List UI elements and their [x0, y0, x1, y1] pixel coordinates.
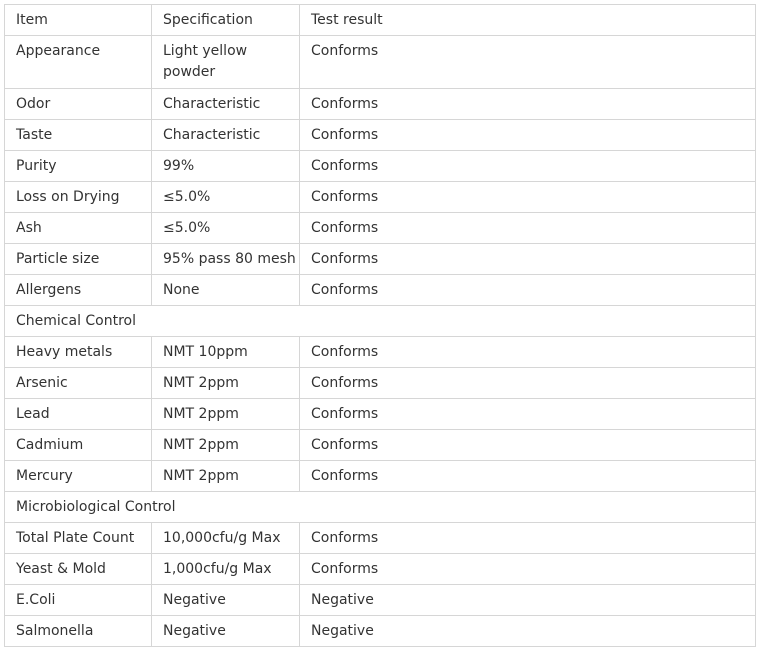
cell-result: Conforms — [300, 182, 756, 213]
table-row — [5, 616, 756, 647]
table-row — [5, 430, 756, 461]
cell-spec: 95% pass 80 mesh — [152, 244, 300, 275]
table-row — [5, 244, 756, 275]
cell-spec: NMT 10ppm — [152, 337, 300, 368]
table-row — [5, 275, 756, 306]
cell-spec: 1,000cfu/g Max — [152, 554, 300, 585]
section-row-chemical-control — [5, 306, 756, 337]
cell-result: Conforms — [300, 399, 756, 430]
cell-spec: Characteristic — [152, 120, 300, 151]
section-heading: Microbiological Control — [5, 492, 756, 523]
cell-result: Conforms — [300, 89, 756, 120]
header-test-result: Test result — [300, 5, 756, 36]
cell-spec: Negative — [152, 585, 300, 616]
cell-spec: Negative — [152, 616, 300, 647]
cell-spec: Light yellow powder — [152, 36, 300, 89]
cell-spec: NMT 2ppm — [152, 368, 300, 399]
cell-spec: NMT 2ppm — [152, 399, 300, 430]
cell-result: Conforms — [300, 337, 756, 368]
table-row — [5, 554, 756, 585]
table-row — [5, 399, 756, 430]
table-row — [5, 120, 756, 151]
cell-item: Yeast & Mold — [5, 554, 152, 585]
table-row — [5, 585, 756, 616]
table-row — [5, 89, 756, 120]
table-row — [5, 523, 756, 554]
table-row — [5, 182, 756, 213]
cell-result: Conforms — [300, 213, 756, 244]
cell-item: Taste — [5, 120, 152, 151]
cell-spec: 99% — [152, 151, 300, 182]
section-row-microbiological-control — [5, 492, 756, 523]
table-row — [5, 461, 756, 492]
header-specification: Specification — [152, 5, 300, 36]
cell-item: Appearance — [5, 36, 152, 89]
cell-item: Particle size — [5, 244, 152, 275]
cell-result: Conforms — [300, 430, 756, 461]
table-row — [5, 213, 756, 244]
cell-result: Conforms — [300, 151, 756, 182]
cell-item: Loss on Drying — [5, 182, 152, 213]
table-row — [5, 36, 756, 89]
cell-result: Conforms — [300, 36, 756, 89]
cell-item: Purity — [5, 151, 152, 182]
table-header-row — [5, 5, 756, 36]
cell-spec: ≤5.0% — [152, 213, 300, 244]
specification-table — [4, 4, 756, 647]
cell-spec: NMT 2ppm — [152, 461, 300, 492]
cell-item: Allergens — [5, 275, 152, 306]
cell-item: Heavy metals — [5, 337, 152, 368]
cell-spec: None — [152, 275, 300, 306]
table-row — [5, 151, 756, 182]
cell-spec: ≤5.0% — [152, 182, 300, 213]
cell-item: Lead — [5, 399, 152, 430]
cell-item: Salmonella — [5, 616, 152, 647]
cell-item: Arsenic — [5, 368, 152, 399]
cell-item: E.Coli — [5, 585, 152, 616]
cell-result: Conforms — [300, 523, 756, 554]
cell-item: Mercury — [5, 461, 152, 492]
cell-spec: Characteristic — [152, 89, 300, 120]
cell-item: Total Plate Count — [5, 523, 152, 554]
cell-result: Conforms — [300, 368, 756, 399]
cell-item: Ash — [5, 213, 152, 244]
cell-result: Negative — [300, 616, 756, 647]
cell-result: Conforms — [300, 554, 756, 585]
cell-result: Conforms — [300, 275, 756, 306]
cell-item: Odor — [5, 89, 152, 120]
table-row — [5, 337, 756, 368]
table-row — [5, 368, 756, 399]
cell-item: Cadmium — [5, 430, 152, 461]
cell-result: Conforms — [300, 461, 756, 492]
cell-result: Negative — [300, 585, 756, 616]
cell-result: Conforms — [300, 244, 756, 275]
cell-spec: NMT 2ppm — [152, 430, 300, 461]
section-heading: Chemical Control — [5, 306, 756, 337]
cell-spec: 10,000cfu/g Max — [152, 523, 300, 554]
cell-result: Conforms — [300, 120, 756, 151]
header-item: Item — [5, 5, 152, 36]
